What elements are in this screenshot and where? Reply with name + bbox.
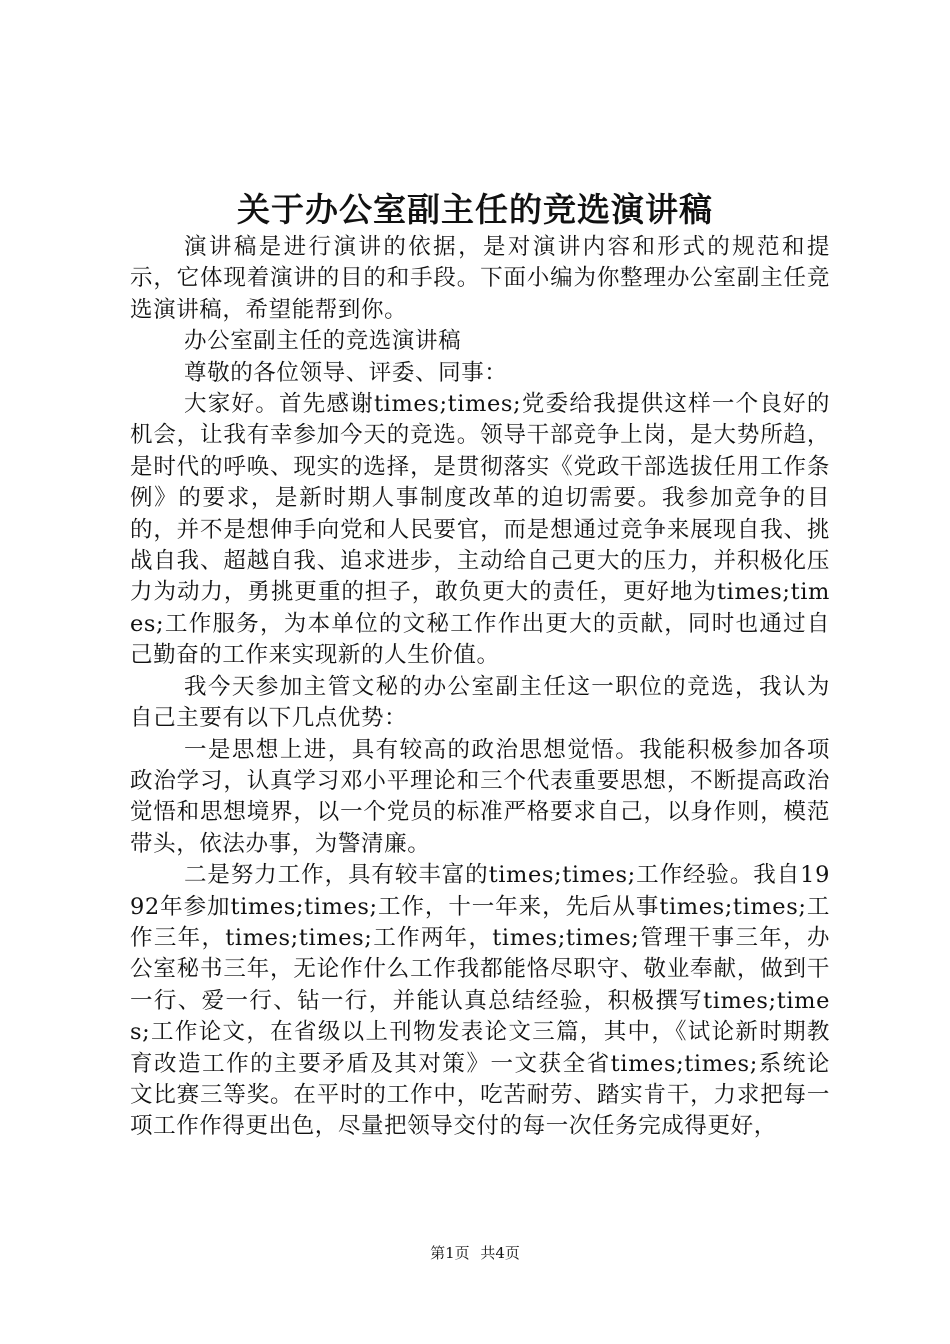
document-title: 关于办公室副主任的竞选演讲稿 [237,190,713,229]
document-body [130,232,830,1143]
page-number: 第1页 [430,1244,470,1262]
paragraph-advantage-one: 一是思想上进，具有较高的政治思想觉悟。我能积极参加各项政治学习，认真学习邓小平理论和三个代表重要思想，不断提高政治觉悟和思想境界，以一个党员的标准严格要求自己，以身作则，模范带头，依法办事，为警清廉。 [130,736,830,857]
page-total: 共4页 [480,1244,520,1262]
paragraph-intro: 演讲稿是进行演讲的依据，是对演讲内容和形式的规范和提示，它体现着演讲的目的和手段。下面小编为你整理办公室副主任竞选演讲稿，希望能帮到你。 [130,234,830,323]
paragraph-subtitle: 办公室副主任的竞选演讲稿 [184,328,462,355]
paragraph-salutation: 尊敬的各位领导、评委、同事： [184,359,508,386]
paragraph-greeting: 大家好。首先感谢times;times;党委给我提供这样一个良好的机会，让我有幸参加今天的竞选。领导干部竞争上岗，是大势所趋，是时代的呼唤、现实的选择，是贯彻落实《党政干部选拔任用工作条例》的要求，是新时期人事制度改革的迫切需要。我参加竞争的目的，并不是想伸手向党和人民要官，而是想通过竞争来展现自我、挑战自我、超越自我、追求进步，主动给自己更大的压力，并积极化压力为动力，勇挑更重的担子，敢负更大的责任，更好地为times;times;工作服务，为本单位的文秘工作作出更大的贡献，同时也通过自己勤奋的工作来实现新的人生价值。 [130,391,830,669]
page-footer [0,1242,950,1264]
paragraph-advantage-two: 二是努力工作，具有较丰富的times;times;工作经验。我自1992年参加times;times;工作，十一年来，先后从事times;times;工作三年，times;times;工作两年，times;times;管理干事三年，办公室秘书三年，无论作什么工作我都能恪尽职守、敬业奉献，做到干一行、爱一行、钻一行，并能认真总结经验，积极撰写times;times;工作论文，在省级以上刊物发表论文三篇，其中，《试论新时期教育改造工作的主要矛盾及其对策》一文获全省times;times;系统论文比赛三等奖。在平时的工作中，吃苦耐劳、踏实肯干，力求把每一项工作作得更出色，尽量把领导交付的每一次任务完成得更好， [130,862,830,1140]
paragraph-advantages-intro: 我今天参加主管文秘的办公室副主任这一职位的竞选，我认为自己主要有以下几点优势： [130,673,830,732]
